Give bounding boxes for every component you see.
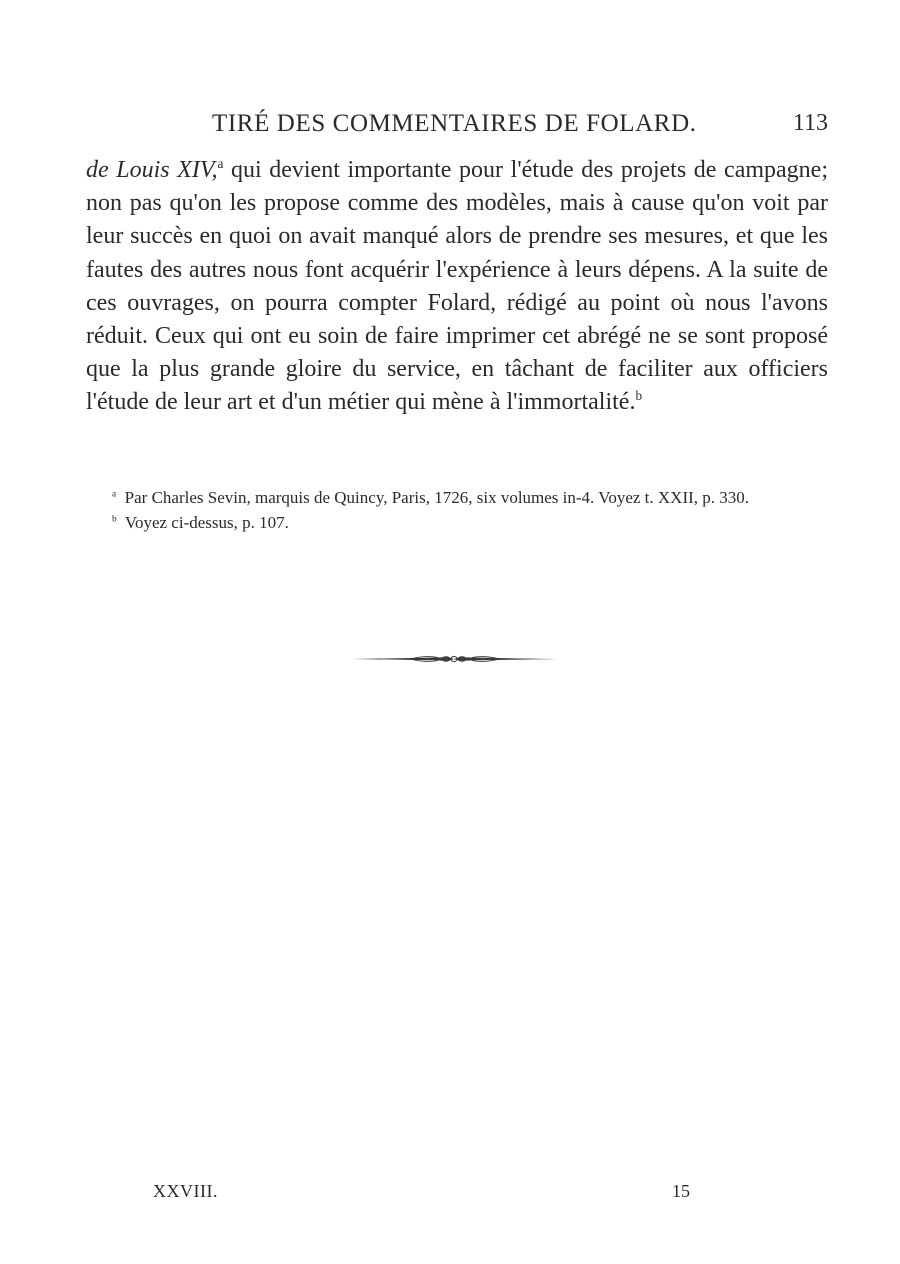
footnote-ref-b[interactable]: b bbox=[635, 388, 643, 404]
footnote-a bbox=[86, 486, 828, 509]
body-paragraph bbox=[86, 154, 828, 420]
gathering-signature: XXVIII. bbox=[153, 1181, 218, 1201]
fleuron-divider-icon bbox=[350, 648, 560, 670]
footnote-b bbox=[86, 511, 828, 534]
italic-lead: de Louis XIV, bbox=[86, 157, 218, 183]
footnote-ref-a[interactable]: a bbox=[217, 155, 224, 171]
footnote-marker-a: a bbox=[112, 489, 117, 500]
footnote-marker-b: b bbox=[112, 514, 117, 525]
page-header bbox=[86, 110, 828, 142]
footnote-text-b: Voyez ci-dessus, p. 107. bbox=[124, 513, 289, 532]
footnotes bbox=[86, 486, 828, 536]
running-title: TIRÉ DES COMMENTAIRES DE FOLARD. bbox=[212, 110, 697, 137]
footnote-text-a: Par Charles Sevin, marquis de Quincy, Paris, 1726, six volumes in-4. Voyez t. XXII, p. 330. bbox=[124, 488, 750, 507]
page-number: 113 bbox=[792, 110, 828, 136]
sheet-number: 15 bbox=[672, 1181, 690, 1201]
body-text: qui devient importante pour l'étude des projets de campagne; non pas qu'on les propose comme des modèles, mais à cause qu'on voit par leur succès en quoi on avait manqué alors de prendre ses mesures, et que les fautes des autres nous font acquérir l'expérience à leurs dépens. A la suite de ces ouvrages, on pourra compter Folard, rédigé au point où nous l'avons réduit. Ceux qui ont eu soin de faire imprimer cet abrégé ne se sont proposé que la plus grande gloire du service, en tâchant de faciliter aux officiers l'étude de leur art et d'un métier qui mène à l'immortalité. bbox=[86, 157, 828, 416]
